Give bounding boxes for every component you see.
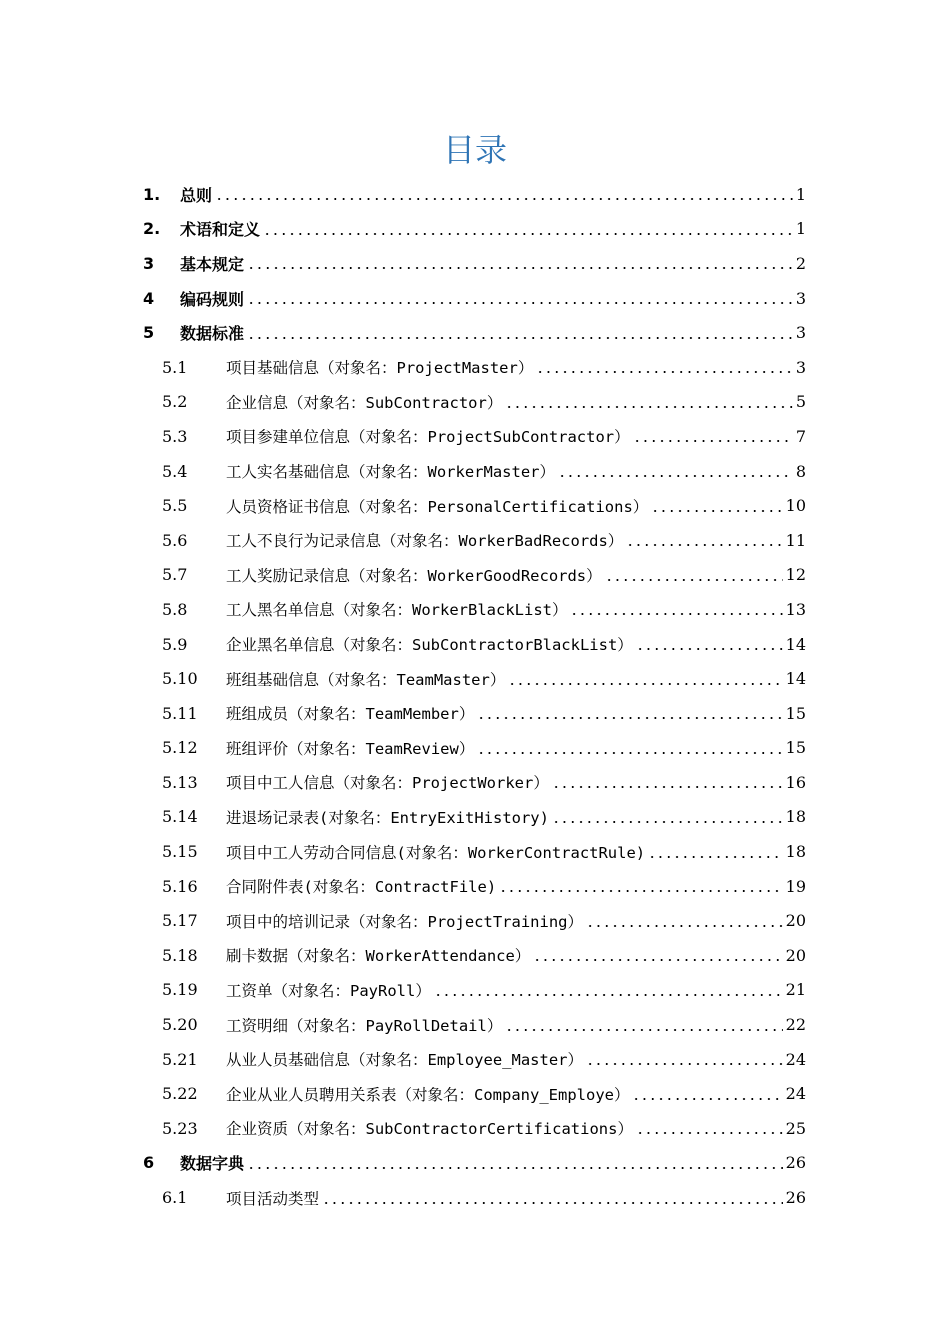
toc-entry-page-number: 21 bbox=[785, 980, 806, 1000]
toc-entry-title: 工人不良行为记录信息（对象名：WorkerBadRecords） bbox=[226, 532, 624, 551]
dot-leader bbox=[477, 715, 782, 721]
toc-entry-page-number: 13 bbox=[785, 599, 806, 619]
dot-leader bbox=[477, 750, 782, 756]
toc-entry-page-number: 26 bbox=[785, 1153, 806, 1173]
dot-leader bbox=[651, 508, 782, 514]
toc-entry[interactable] bbox=[143, 800, 806, 835]
toc-entry-number: 4 bbox=[143, 288, 155, 308]
toc-entry[interactable] bbox=[143, 731, 806, 766]
toc-entry[interactable] bbox=[143, 212, 806, 247]
toc-entry[interactable] bbox=[143, 1042, 806, 1077]
toc-entry-page-number: 20 bbox=[785, 945, 806, 965]
toc-entry-title: 工资明细（对象名：PayRollDetail） bbox=[226, 1016, 503, 1035]
toc-entry-title: 项目中工人信息（对象名：ProjectWorker） bbox=[226, 774, 549, 793]
dot-leader bbox=[508, 681, 782, 687]
dot-leader bbox=[636, 646, 783, 652]
toc-entry-number: 5.19 bbox=[162, 980, 198, 1000]
toc-entry-title: 企业信息（对象名：SubContractor） bbox=[226, 393, 503, 412]
toc-entry[interactable] bbox=[143, 1111, 806, 1146]
toc-entry[interactable] bbox=[143, 454, 806, 489]
toc-entry-title: 项目基础信息（对象名：ProjectMaster） bbox=[226, 359, 534, 378]
toc-entry-page-number: 7 bbox=[795, 426, 806, 446]
dot-leader bbox=[558, 473, 793, 479]
dot-leader bbox=[499, 888, 782, 894]
toc-entry-page-number: 14 bbox=[785, 634, 806, 654]
toc-entry-page-number: 1 bbox=[795, 219, 806, 239]
table-of-contents bbox=[143, 177, 806, 1215]
toc-entry-title: 班组评价（对象名：TeamReview） bbox=[226, 739, 475, 758]
dot-leader bbox=[633, 438, 793, 444]
toc-entry-number: 5.21 bbox=[162, 1049, 198, 1069]
toc-entry[interactable] bbox=[143, 1180, 806, 1215]
toc-entry-number: 5.23 bbox=[162, 1118, 198, 1138]
toc-entry-number: 5.17 bbox=[162, 911, 198, 931]
toc-entry-title: 合同附件表(对象名：ContractFile) bbox=[226, 878, 497, 897]
toc-entry[interactable] bbox=[143, 627, 806, 662]
toc-entry-page-number: 19 bbox=[785, 876, 806, 896]
toc-entry[interactable] bbox=[143, 903, 806, 938]
dot-leader bbox=[247, 265, 793, 271]
dot-leader bbox=[215, 196, 793, 202]
dot-leader bbox=[536, 369, 792, 375]
toc-entry-number: 5.10 bbox=[162, 669, 198, 689]
dot-leader bbox=[586, 1061, 783, 1067]
toc-entry-number: 2. bbox=[143, 219, 161, 239]
toc-entry-title: 工人黑名单信息（对象名：WorkerBlackList） bbox=[226, 601, 568, 620]
toc-entry-number: 5.2 bbox=[162, 392, 188, 412]
toc-entry-number: 5.11 bbox=[162, 703, 198, 723]
toc-entry-page-number: 12 bbox=[785, 565, 806, 585]
dot-leader bbox=[552, 819, 783, 825]
toc-entry-number: 5.4 bbox=[162, 461, 188, 481]
toc-entry-page-number: 24 bbox=[785, 1084, 806, 1104]
toc-entry-page-number: 15 bbox=[785, 703, 806, 723]
toc-entry-title: 人员资格证书信息（对象名：PersonalCertifications） bbox=[226, 497, 649, 516]
toc-entry-page-number: 15 bbox=[785, 738, 806, 758]
toc-entry-title: 项目中工人劳动合同信息(对象名：WorkerContractRule) bbox=[226, 843, 646, 862]
toc-entry-title: 工人奖励记录信息（对象名：WorkerGoodRecords） bbox=[226, 566, 602, 585]
toc-entry-title: 编码规则 bbox=[180, 289, 245, 309]
toc-entry[interactable] bbox=[143, 1146, 806, 1181]
toc-entry-title: 企业资质（对象名：SubContractorCertifications） bbox=[226, 1120, 633, 1139]
toc-entry-page-number: 14 bbox=[785, 669, 806, 689]
dot-leader bbox=[552, 784, 783, 790]
dot-leader bbox=[648, 854, 783, 860]
dot-leader bbox=[434, 992, 783, 998]
toc-entry-number: 3 bbox=[143, 253, 155, 273]
toc-entry-title: 总则 bbox=[180, 185, 213, 205]
toc-entry-title: 企业从业人员聘用关系表（对象名：Company_Employe） bbox=[226, 1085, 630, 1104]
toc-entry[interactable] bbox=[143, 592, 806, 627]
toc-entry-number: 5.3 bbox=[162, 426, 188, 446]
dot-leader bbox=[626, 542, 782, 548]
toc-entry[interactable] bbox=[143, 973, 806, 1008]
dot-leader bbox=[263, 231, 793, 237]
toc-entry[interactable] bbox=[143, 938, 806, 973]
toc-entry-title: 班组成员（对象名：TeamMember） bbox=[226, 705, 475, 724]
toc-entry-page-number: 18 bbox=[785, 807, 806, 827]
toc-entry-page-number: 2 bbox=[795, 253, 806, 273]
toc-entry-number: 5.15 bbox=[162, 842, 198, 862]
toc-entry[interactable] bbox=[143, 419, 806, 454]
toc-entry-page-number: 20 bbox=[785, 911, 806, 931]
toc-entry-page-number: 8 bbox=[795, 461, 806, 481]
toc-entry[interactable] bbox=[143, 385, 806, 420]
toc-entry-title: 企业黑名单信息（对象名：SubContractorBlackList） bbox=[226, 636, 633, 655]
toc-entry[interactable] bbox=[143, 558, 806, 593]
toc-entry-title: 进退场记录表(对象名：EntryExitHistory) bbox=[226, 808, 549, 827]
toc-entry-title: 数据字典 bbox=[180, 1154, 245, 1174]
toc-entry-number: 5.8 bbox=[162, 599, 188, 619]
toc-entry-number: 1. bbox=[143, 184, 161, 204]
toc-entry-number: 5 bbox=[143, 323, 155, 343]
toc-entry[interactable] bbox=[143, 696, 806, 731]
dot-leader bbox=[586, 923, 783, 929]
toc-entry-number: 5.18 bbox=[162, 945, 198, 965]
dot-leader bbox=[632, 1096, 782, 1102]
dot-leader bbox=[570, 611, 782, 617]
toc-entry-page-number: 11 bbox=[785, 530, 806, 550]
toc-entry-number: 6.1 bbox=[162, 1188, 188, 1208]
toc-entry[interactable] bbox=[143, 281, 806, 316]
dot-leader bbox=[505, 1027, 782, 1033]
toc-entry-page-number: 24 bbox=[785, 1049, 806, 1069]
toc-entry-page-number: 18 bbox=[785, 842, 806, 862]
toc-entry[interactable] bbox=[143, 350, 806, 385]
toc-entry-title: 项目活动类型 bbox=[226, 1189, 320, 1208]
toc-entry-title: 工资单（对象名：PayRoll） bbox=[226, 981, 431, 1000]
toc-entry-number: 5.7 bbox=[162, 565, 188, 585]
toc-entry-title: 从业人员基础信息（对象名：Employee_Master） bbox=[226, 1051, 583, 1070]
toc-entry-number: 5.22 bbox=[162, 1084, 198, 1104]
toc-entry[interactable] bbox=[143, 869, 806, 904]
toc-entry[interactable] bbox=[143, 523, 806, 558]
toc-entry-title: 班组基础信息（对象名：TeamMaster） bbox=[226, 670, 506, 689]
dot-leader bbox=[605, 577, 783, 583]
toc-entry-title: 项目中的培训记录（对象名：ProjectTraining） bbox=[226, 912, 583, 931]
dot-leader bbox=[322, 1200, 783, 1206]
toc-entry-title: 基本规定 bbox=[180, 254, 245, 274]
dot-leader bbox=[505, 404, 792, 410]
toc-entry-number: 5.20 bbox=[162, 1015, 198, 1035]
toc-entry-number: 5.6 bbox=[162, 530, 188, 550]
toc-entry-number: 5.14 bbox=[162, 807, 198, 827]
dot-leader bbox=[247, 335, 793, 341]
toc-entry-page-number: 3 bbox=[795, 357, 806, 377]
toc-entry-number: 5.13 bbox=[162, 772, 198, 792]
toc-entry-title: 数据标准 bbox=[180, 324, 245, 344]
toc-entry-page-number: 3 bbox=[795, 323, 806, 343]
dot-leader bbox=[247, 1165, 783, 1171]
toc-entry-number: 5.16 bbox=[162, 876, 198, 896]
toc-entry-page-number: 1 bbox=[795, 184, 806, 204]
toc-entry-page-number: 16 bbox=[785, 772, 806, 792]
toc-entry[interactable] bbox=[143, 765, 806, 800]
toc-entry-title: 术语和定义 bbox=[180, 220, 261, 240]
toc-entry-page-number: 25 bbox=[785, 1118, 806, 1138]
dot-leader bbox=[533, 957, 782, 963]
toc-entry-number: 5.5 bbox=[162, 496, 188, 516]
toc-entry[interactable] bbox=[143, 177, 806, 212]
toc-entry-page-number: 22 bbox=[785, 1015, 806, 1035]
toc-entry-number: 5.9 bbox=[162, 634, 188, 654]
toc-entry-number: 5.1 bbox=[162, 357, 188, 377]
toc-entry-title: 刷卡数据（对象名：WorkerAttendance） bbox=[226, 947, 531, 966]
toc-entry-title: 项目参建单位信息（对象名：ProjectSubContractor） bbox=[226, 428, 630, 447]
toc-entry[interactable] bbox=[143, 1076, 806, 1111]
toc-entry-number: 5.12 bbox=[162, 738, 198, 758]
toc-entry[interactable] bbox=[143, 1007, 806, 1042]
toc-entry-page-number: 26 bbox=[785, 1188, 806, 1208]
toc-entry[interactable] bbox=[143, 246, 806, 281]
dot-leader bbox=[247, 300, 793, 306]
toc-entry-page-number: 10 bbox=[785, 496, 806, 516]
toc-entry[interactable] bbox=[143, 834, 806, 869]
toc-entry[interactable] bbox=[143, 315, 806, 350]
toc-entry-title: 工人实名基础信息（对象名：WorkerMaster） bbox=[226, 463, 555, 482]
toc-entry-page-number: 3 bbox=[795, 288, 806, 308]
toc-heading: 目录 bbox=[442, 131, 507, 169]
toc-entry[interactable] bbox=[143, 661, 806, 696]
toc-entry-number: 6 bbox=[143, 1153, 155, 1173]
dot-leader bbox=[636, 1130, 783, 1136]
toc-entry[interactable] bbox=[143, 488, 806, 523]
toc-entry-page-number: 5 bbox=[795, 392, 806, 412]
